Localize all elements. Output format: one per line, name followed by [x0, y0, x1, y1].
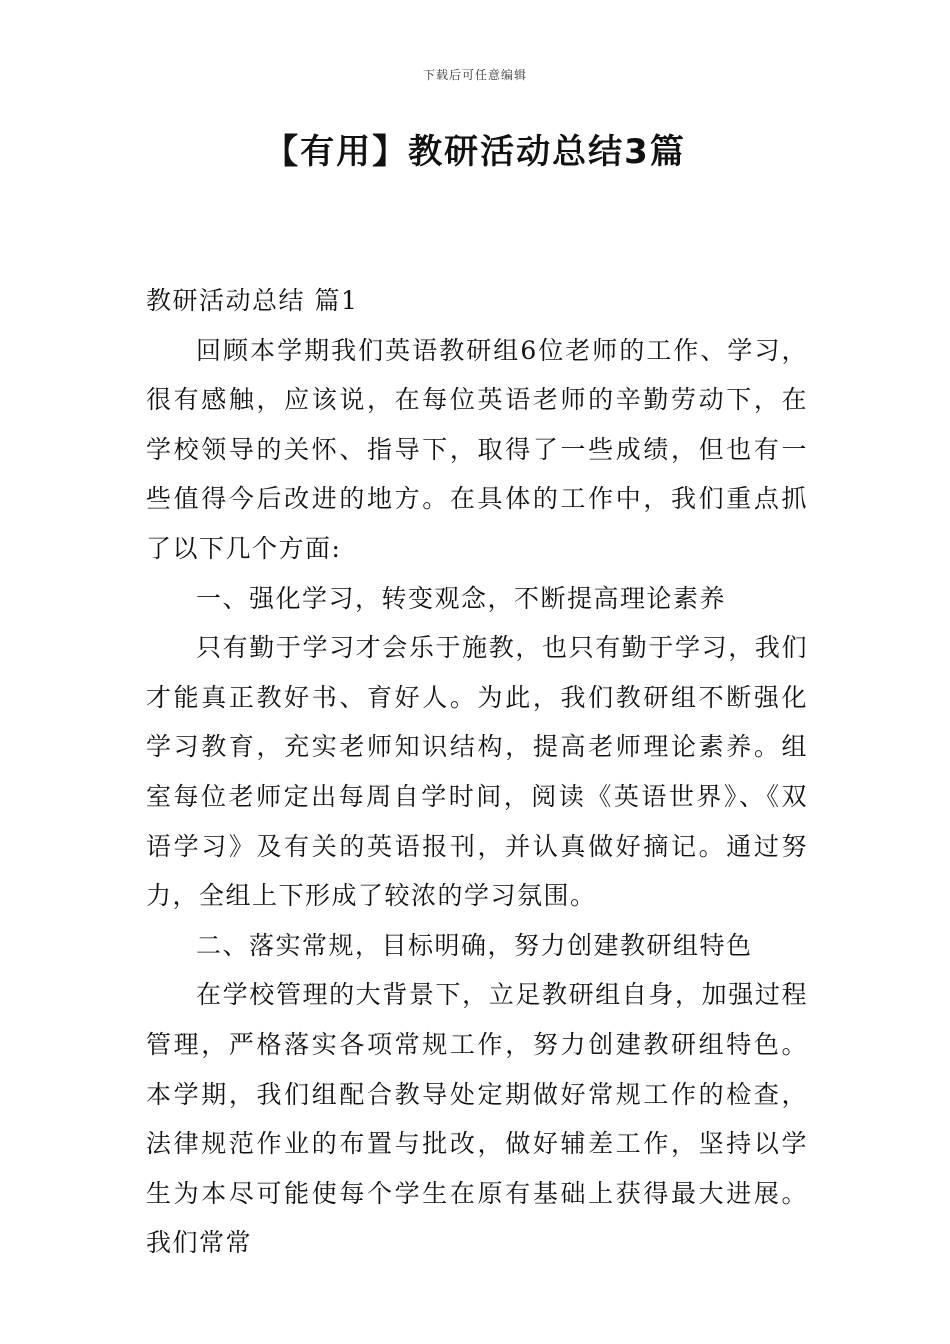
page-header-note: 下载后可任意编辑 [422, 68, 527, 82]
paragraph-intro: 回顾本学期我们英语教研组6位老师的工作、学习，很有感触，应该说，在每位英语老师的辛勤劳动下，在学校领导的关怀、指导下，取得了一些成绩，但也有一些值得今后改进的地方。在具体的工作中，我们重点抓了以下几个方面: [146, 335, 808, 563]
paragraph-study: 只有勤于学习才会乐于施教，也只有勤于学习，我们才能真正教好书、育好人。为此，我们教研组不断强化学习教育，充实老师知识结构，提高老师理论素养。组室每位老师定出每周自学时间，阅读《英语世界》、《双语学习》及有关的英语报刊，并认真做好摘记。通过努力，全组上下形成了较浓的学习氛围。 [146, 633, 808, 911]
paragraph-routine: 在学校管理的大背景下，立足教研组自身，加强过程管理，严格落实各项常规工作，努力创建教研组特色。本学期，我们组配合教导处定期做好常规工作的检查，法律规范作业的布置与批改，做好辅差工作，坚持以学生为本尽可能使每个学生在原有基础上获得最大进展。我们常常 [146, 980, 808, 1258]
section-heading: 教研活动总结 篇1 [146, 286, 359, 315]
subheading-one: 一、强化学习，转变观念，不断提高理论素养 [196, 583, 727, 613]
subheading-two: 二、落实常规，目标明确，努力创建教研组特色 [196, 930, 753, 960]
document-body [146, 276, 808, 1268]
document-title: 【有用】教研活动总结3篇 [264, 132, 686, 172]
